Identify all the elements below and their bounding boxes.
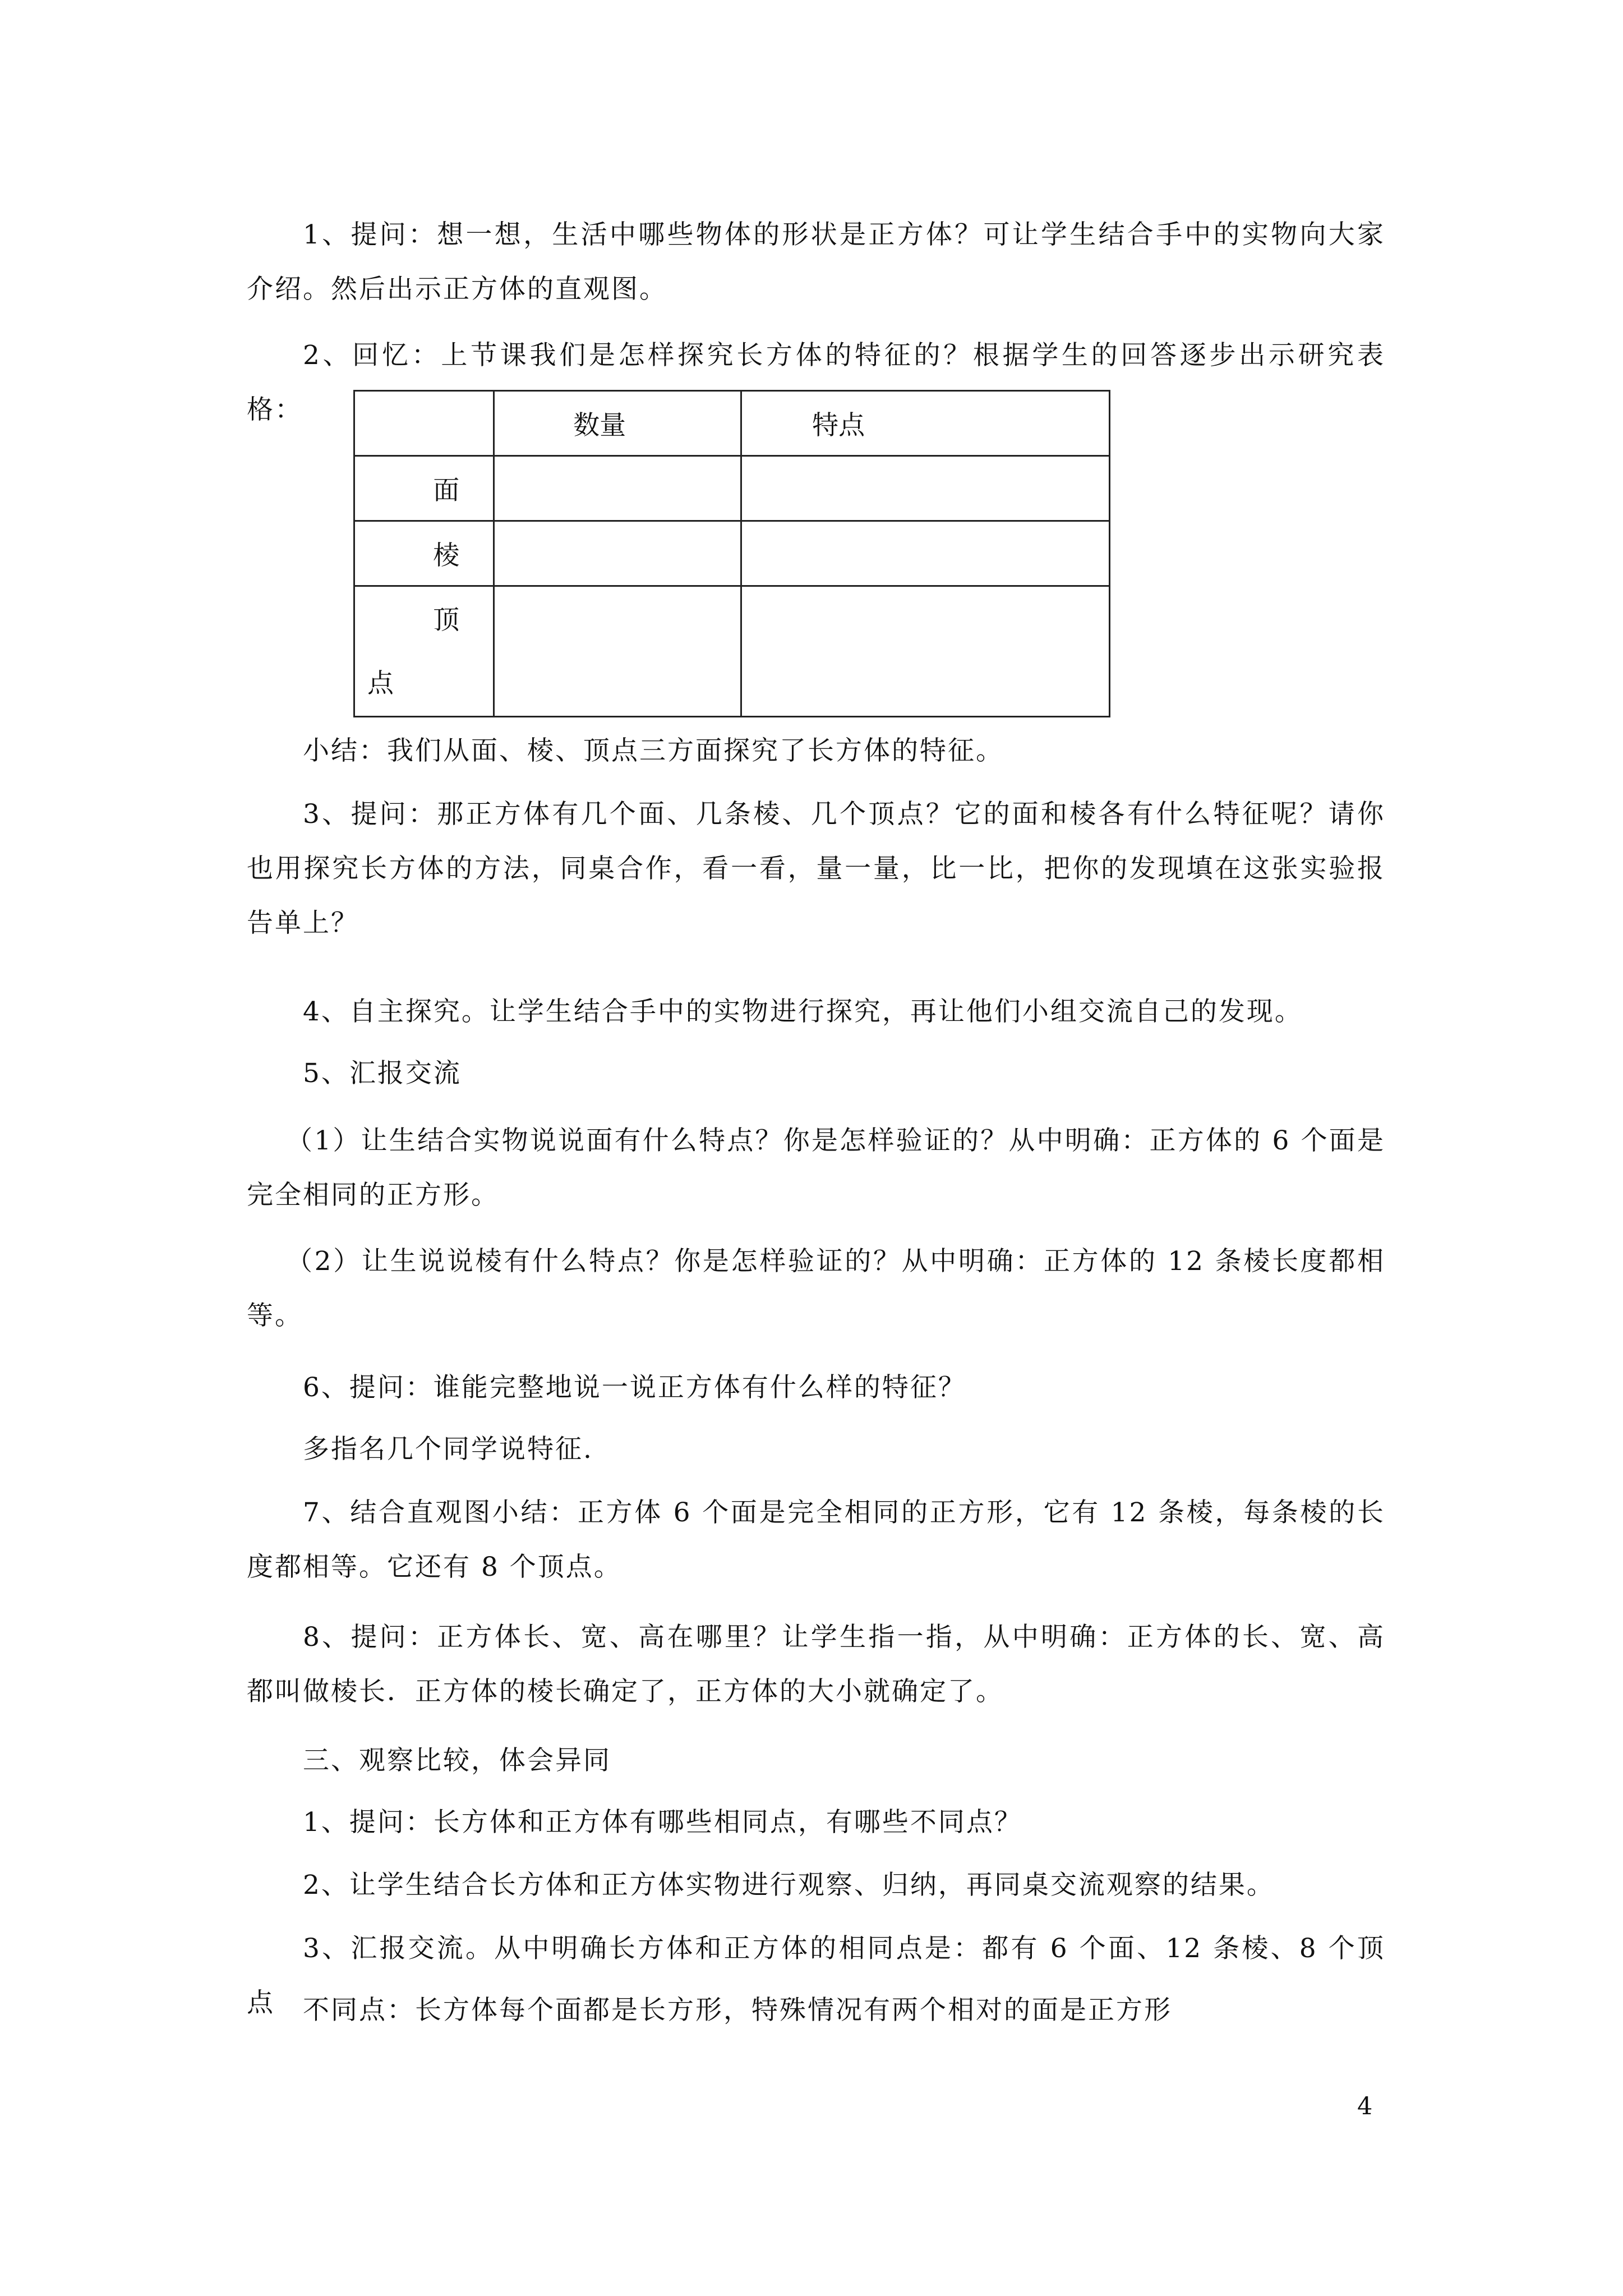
paragraph-4: 4、自主探究。让学生结合手中的实物进行探究，再让他们小组交流自己的发现。: [303, 996, 1303, 1027]
row-label-vertex-line2: 点: [367, 668, 394, 699]
row-label-vertex-line1: 顶: [433, 605, 460, 636]
table-header-cell: 数量: [494, 391, 741, 456]
table-header-cell: 特点: [741, 391, 1110, 456]
page-number: 4: [1357, 2092, 1373, 2120]
paragraph-5-1: （1）让生结合实物说说面有什么特点？你是怎样验证的？从中明确：正方体的 6 个面是完全相同的正方形。: [247, 1125, 1385, 1211]
table-header-row: [354, 391, 1110, 456]
paragraph-7: 7、结合直观图小结：正方体 6 个面是完全相同的正方形，它有 12 条棱，每条棱的长度都相等。它还有 8 个顶点。: [247, 1497, 1385, 1582]
paragraph-s3-2: 2、让学生结合长方体和正方体实物进行观察、归纳，再同桌交流观察的结果。: [303, 1870, 1275, 1901]
paragraph-6-note: 多指名几个同学说特征.: [303, 1434, 593, 1465]
table-cell: [741, 586, 1110, 717]
table-row: [354, 456, 1110, 521]
paragraph-5-2: （2）让生说说棱有什么特点？你是怎样验证的？从中明确：正方体的 12 条棱长度都相等。: [247, 1246, 1385, 1331]
row-label-face: 面: [354, 456, 494, 521]
paragraph-s3-1: 1、提问：长方体和正方体有哪些相同点，有哪些不同点？: [303, 1807, 1022, 1838]
table-row: [354, 586, 1110, 717]
table-cell: [494, 456, 741, 521]
table-header-cell: [354, 391, 494, 456]
paragraph-s3-diff: 不同点：长方体每个面都是长方形，特殊情况有两个相对的面是正方形: [303, 1995, 1172, 2026]
paragraph-5: 5、汇报交流: [303, 1058, 462, 1089]
paragraph-6: 6、提问：谁能完整地说一说正方体有什么样的特征？: [303, 1372, 966, 1403]
paragraph-1: 1、提问：想一想，生活中哪些物体的形状是正方体？可让学生结合手中的实物向大家介绍。然后出示正方体的直观图。: [247, 219, 1385, 305]
row-label-vertex: [354, 586, 494, 717]
table-cell: [494, 586, 741, 717]
table-cell: [494, 521, 741, 586]
paragraph-3: 3、提问：那正方体有几个面、几条棱、几个顶点？它的面和棱各有什么特征呢？请你也用探究长方体的方法，同桌合作，看一看，量一量，比一比，把你的发现填在这张实验报告单上？: [247, 799, 1385, 938]
paragraph-8: 8、提问：正方体长、宽、高在哪里？让学生指一指，从中明确：正方体的长、宽、高都叫做棱长．正方体的棱长确定了，正方体的大小就确定了。: [247, 1622, 1385, 1707]
row-label-edge: 棱: [354, 521, 494, 586]
table-cell: [741, 521, 1110, 586]
table-cell: [741, 456, 1110, 521]
paragraph-2: 2、回忆：上节课我们是怎样探究长方体的特征的？根据学生的回答逐步出示研究表格：: [247, 340, 1385, 425]
section-heading-3: 三、观察比较，体会异同: [303, 1745, 611, 1776]
table-row: [354, 521, 1110, 586]
paragraph-summary: 小结：我们从面、棱、顶点三方面探究了长方体的特征。: [303, 735, 1004, 766]
research-table: [353, 390, 1110, 717]
paragraph-s3-3: 3、汇报交流。从中明确长方体和正方体的相同点是：都有 6 个面、12 条棱、8 个顶点: [247, 1933, 1385, 2018]
